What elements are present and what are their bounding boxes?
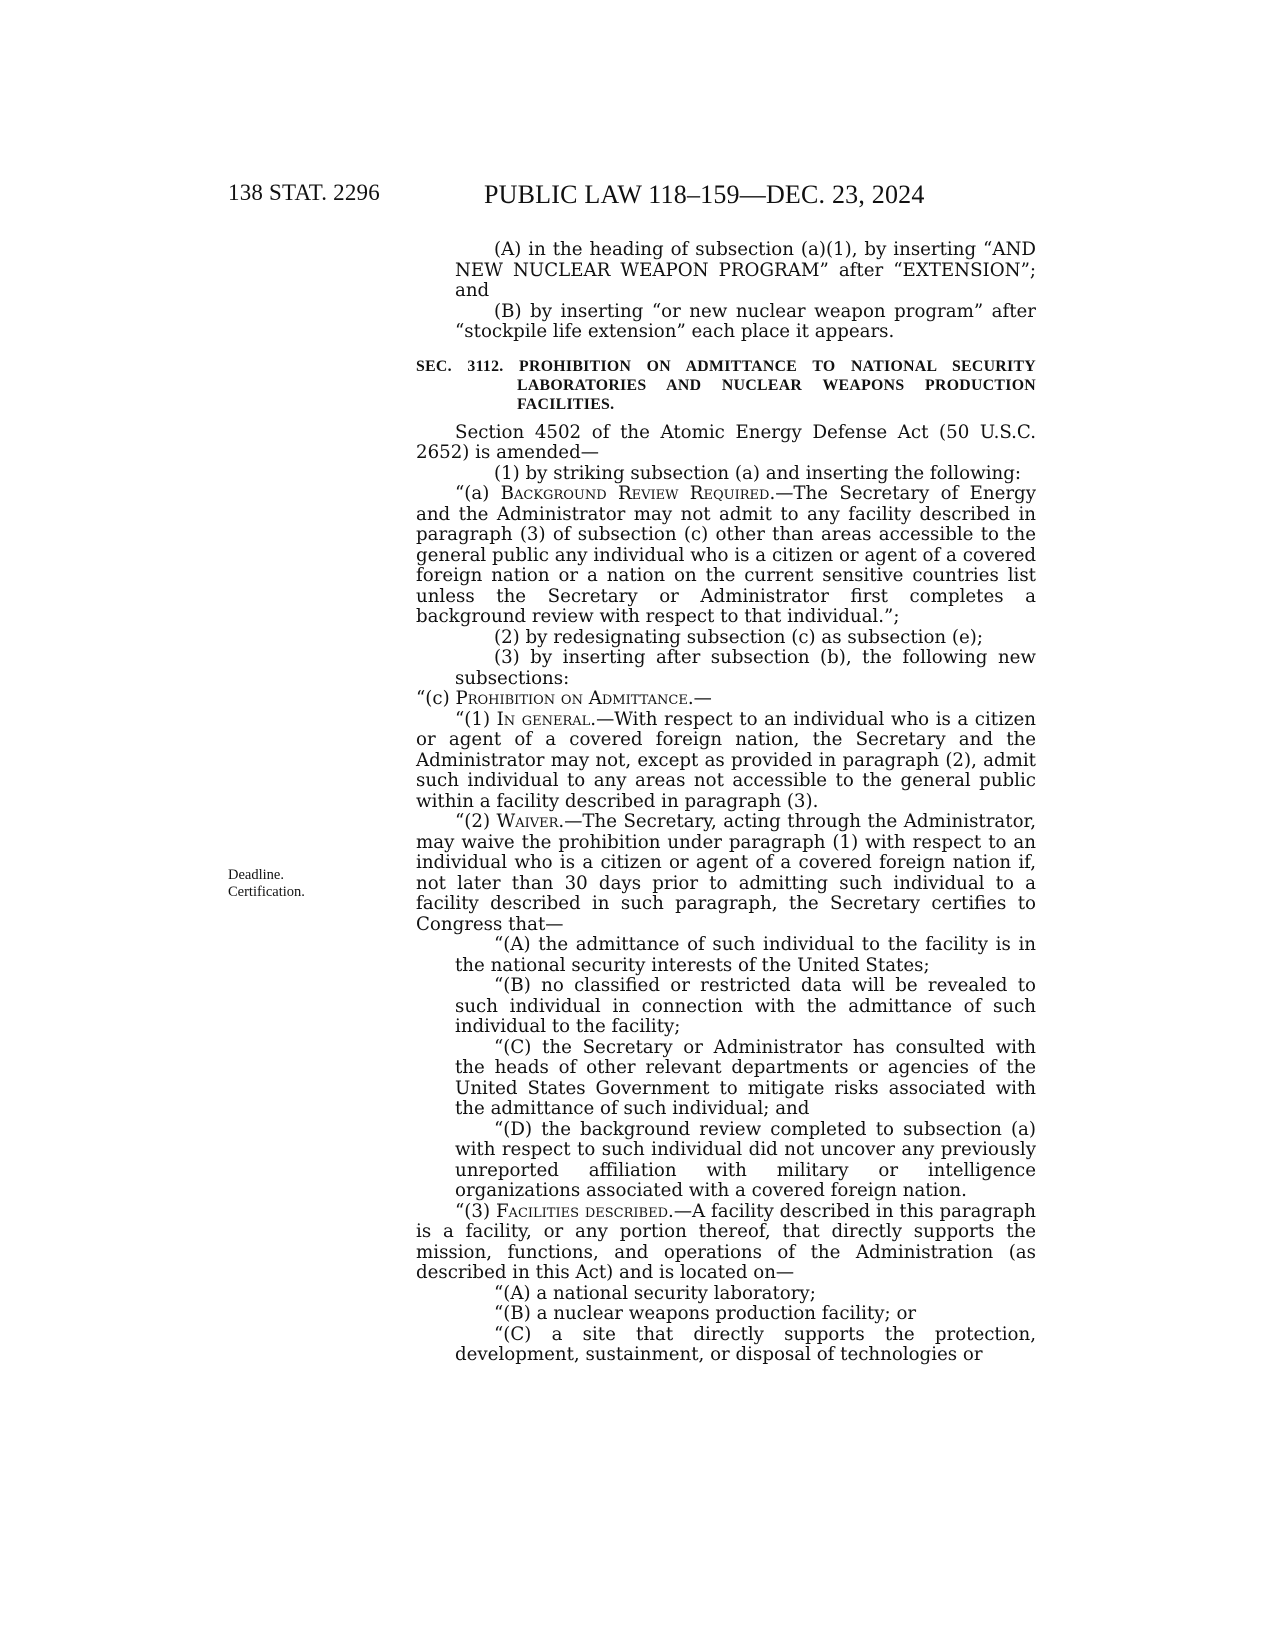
statute-citation: 138 STAT. 2296 <box>228 180 380 205</box>
subparagraph-c2B: “(B) no classified or restricted data will be revealed to such individual in connection with the admittance of such individual to the facility; <box>455 975 1036 1037</box>
subparagraph-c3A: “(A) a national security laboratory; <box>494 1282 816 1304</box>
subsection-caption: Background Review Required <box>500 483 770 504</box>
paragraph-c3: “(3) Facilities described.—A facility described in this paragraph is a facility, or any portion thereof, that directly supports the mission, functions, and operations of the Administration (as described in this Act) and is located on— <box>416 1200 1037 1283</box>
item-3: (3) by inserting after subsection (b), the following new subsections: <box>455 647 1036 689</box>
public-law-citation: PUBLIC LAW 118–159—DEC. 23, 2024 <box>484 180 925 209</box>
paragraph-c2: “(2) Waiver.—The Secretary, acting through the Administrator, may waive the prohibition under paragraph (1) with respect to an individual who is a citizen or agent of a covered foreign nation if, not later than 30 days prior to admitting such individual to a facility described in such paragraph, the Secretary certifies to Congress that— <box>416 811 1036 935</box>
body-text <box>416 240 1036 1366</box>
subparagraph-c3C: “(C) a site that directly supports the protection, development, sustainment, or disposal of technologies or <box>455 1323 1036 1365</box>
small-caps-text: EXTENSION <box>902 259 1021 281</box>
subsection-a: “(a) Background Review Required.—The Secretary of Energy and the Administrator may not admit to any facility described in paragraph (3) of subsection (c) other than areas accessible to the general public any individual who is a citizen or agent of a covered foreign nation or a nation on the current sensitive countries list unless the Secretary or Administrator first completes a background review with respect to that individual.”; <box>416 483 1036 627</box>
subparagraph-c2A: “(A) the admittance of such individual to the facility is in the national security interests of the United States; <box>455 934 1036 976</box>
paragraph-B-insertion: (B) by inserting “or new nuclear weapon program” after “stockpile life extension” each place it appears. <box>455 300 1036 342</box>
paragraph-caption: Facilities described <box>495 1200 669 1222</box>
paragraph-caption: In general <box>496 708 591 730</box>
subsection-c: “(c) Prohibition on Admittance.— <box>416 688 712 709</box>
paragraph-c1: “(1) In general.—With respect to an individual who is a citizen or agent of a covered foreign nation, the Secretary and the Administrator may not, except as provided in paragraph (2), admit such individual to any areas not accessible to the general public within a facility described in paragraph (3). <box>416 708 1036 812</box>
item-2: (2) by redesignating subsection (c) as subsection (e); <box>494 626 984 648</box>
paragraph-caption: Waiver <box>496 811 559 832</box>
paragraph-A-heading-amendment: (A) in the heading of subsection (a)(1), by inserting “AND NEW NUCLEAR WEAPON PROGRAM” after “EXTENSION”; and <box>455 239 1036 301</box>
subparagraph-c3B: “(B) a nuclear weapons production facility; or <box>494 1303 917 1324</box>
subparagraph-c2D: “(D) the background review completed to subsection (a) with respect to such individual did not uncover any previously unreported affiliation with military or intelligence organizations associated with a covered foreign nation. <box>455 1118 1036 1201</box>
small-caps-text: AND NEW NUCLEAR WEAPON PROGRAM <box>455 239 1036 281</box>
margin-note-certification: Certification. <box>228 884 305 900</box>
subparagraph-c2C: “(C) the Secretary or Administrator has consulted with the heads of other relevant departments or agencies of the United States Government to mitigate risks associated with the admittance of such individual; and <box>455 1036 1036 1119</box>
section-intro: Section 4502 of the Atomic Energy Defense Act (50 U.S.C. 2652) is amended— <box>416 421 1036 463</box>
page-header <box>228 180 1028 220</box>
item-1: (1) by striking subsection (a) and inserting the following: <box>494 462 1021 484</box>
section-heading: SEC. 3112. PROHIBITION ON ADMITTANCE TO NATIONAL SECURITY LABORATORIES AND NUCLEAR WEAPONS PRODUCTION FACILITIES. <box>416 357 1036 413</box>
margin-notes <box>228 867 368 901</box>
subsection-caption: Prohibition on Admittance <box>455 688 688 709</box>
margin-note-deadline: Deadline. <box>228 867 284 883</box>
